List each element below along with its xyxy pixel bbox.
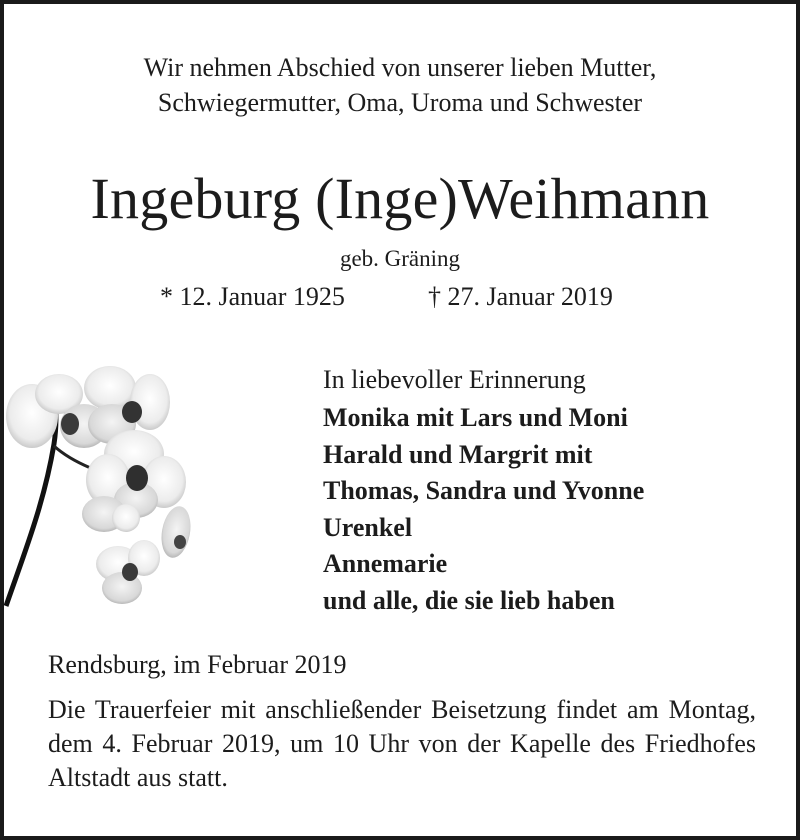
intro-line-1: Wir nehmen Abschied von unserer lieben Mutter, [143,53,657,82]
orchid-flower-5 [96,540,160,604]
deceased-name: Ingeburg (Inge)Weihmann [90,166,710,231]
intro-text [4,50,796,120]
intro-line-2: Schwiegermutter, Oma, Uroma und Schwester [157,88,643,117]
funeral-details: Die Trauerfeier mit anschließender Beisetzung findet am Montag, dem 4. Februar 2019, um 10 Uhr von der Kapelle des Friedhofes Altstadt aus statt. [48,695,756,792]
mourner-line: Urenkel [323,512,413,542]
mourner-line: Monika mit Lars und Moni [323,403,628,432]
birth-name: geb. Gräning [339,246,461,271]
death-date: † 27. Januar 2019 [428,282,613,311]
mourner-line: Harald und Margrit mit [323,439,593,469]
mourner-line: und alle, die sie lieb haben [323,585,615,615]
place-date: Rendsburg, im Februar 2019 [48,650,347,679]
birth-date: * 12. Januar 1925 [160,282,345,311]
mourner-line: Thomas, Sandra und Yvonne [323,476,645,505]
orchid-bud [158,504,195,560]
mourners-list [323,400,793,619]
mourner-line: Annemarie [323,549,448,578]
memory-heading: In liebevoller Erinnerung [323,365,586,394]
orchid-image [4,354,214,624]
